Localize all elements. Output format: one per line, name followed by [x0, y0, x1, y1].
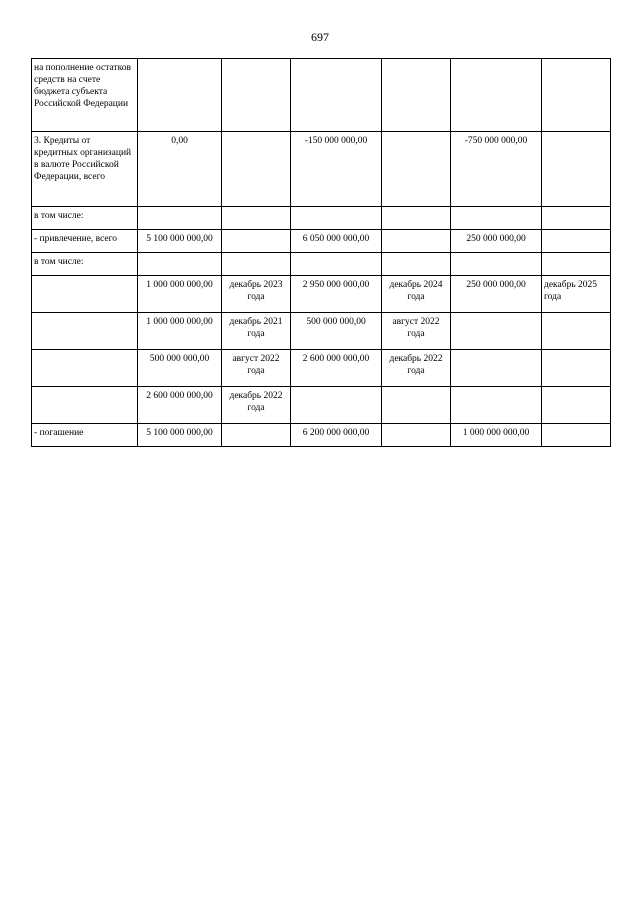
detail-value-2: [291, 387, 382, 424]
detail-value-1: 1 000 000 000,00: [138, 276, 222, 313]
table-cell: [291, 59, 382, 132]
table-cell: [138, 253, 222, 276]
detail-date-3: декабрь 2025 года: [542, 276, 611, 313]
detail-value-1: 1 000 000 000,00: [138, 313, 222, 350]
table-cell: [382, 132, 451, 207]
table-row: [32, 59, 611, 132]
detail-value-2: 2 600 000 000,00: [291, 350, 382, 387]
table-cell: [451, 59, 542, 132]
table-row: [32, 253, 611, 276]
table-cell: [542, 207, 611, 230]
detail-value-1: 500 000 000,00: [138, 350, 222, 387]
row-label-including: в том числе:: [32, 207, 138, 230]
table-cell: [451, 207, 542, 230]
credits-value-2: -150 000 000,00: [291, 132, 382, 207]
detail-date-2: декабрь 2024 года: [382, 276, 451, 313]
table-cell: [542, 132, 611, 207]
table-cell: [138, 59, 222, 132]
detail-date-3: [542, 350, 611, 387]
credits-value-1: 0,00: [138, 132, 222, 207]
attraction-value-3: 250 000 000,00: [451, 230, 542, 253]
table-cell: [222, 132, 291, 207]
detail-value-1: 2 600 000 000,00: [138, 387, 222, 424]
table-row: [32, 132, 611, 207]
table-cell: [382, 59, 451, 132]
detail-date-3: [542, 387, 611, 424]
row-label-attraction: - привлечение, всего: [32, 230, 138, 253]
table-cell: [291, 253, 382, 276]
attraction-value-2: 6 050 000 000,00: [291, 230, 382, 253]
page-number: 697: [311, 30, 329, 44]
table-row: [32, 350, 611, 387]
table-cell: [32, 313, 138, 350]
table-row: [32, 424, 611, 447]
detail-date-1: август 2022 года: [222, 350, 291, 387]
table-cell: [382, 253, 451, 276]
table-cell: [222, 59, 291, 132]
table-cell: [222, 253, 291, 276]
table-cell: [222, 424, 291, 447]
detail-value-3: [451, 387, 542, 424]
repayment-value-2: 6 200 000 000,00: [291, 424, 382, 447]
table-cell: [542, 59, 611, 132]
table-row: [32, 313, 611, 350]
detail-date-3: [542, 313, 611, 350]
credits-value-3: -750 000 000,00: [451, 132, 542, 207]
table-cell: [382, 230, 451, 253]
table-row: [32, 387, 611, 424]
row-label-including: в том числе:: [32, 253, 138, 276]
table-cell: [222, 207, 291, 230]
row-label-credits: 3. Кредиты от кредитных организаций в валюте Российской Федерации, всего: [32, 132, 138, 207]
table-cell: [32, 350, 138, 387]
detail-date-2: [382, 387, 451, 424]
detail-date-1: декабрь 2021 года: [222, 313, 291, 350]
table-cell: [542, 253, 611, 276]
detail-value-3: [451, 350, 542, 387]
table-cell: [542, 230, 611, 253]
attraction-value-1: 5 100 000 000,00: [138, 230, 222, 253]
budget-table: [31, 58, 611, 447]
table-cell: [138, 207, 222, 230]
detail-date-1: декабрь 2022 года: [222, 387, 291, 424]
detail-value-3: [451, 313, 542, 350]
table-cell: [382, 424, 451, 447]
repayment-value-3: 1 000 000 000,00: [451, 424, 542, 447]
row-label-repayment: - погашение: [32, 424, 138, 447]
row-label-replenishment: на пополнение остатков средств на счете бюджета субъекта Российской Федерации: [32, 59, 138, 132]
table-cell: [222, 230, 291, 253]
detail-date-2: декабрь 2022 года: [382, 350, 451, 387]
table-row: [32, 230, 611, 253]
detail-value-2: 2 950 000 000,00: [291, 276, 382, 313]
table-cell: [32, 276, 138, 313]
table-cell: [451, 253, 542, 276]
table-cell: [382, 207, 451, 230]
detail-value-3: 250 000 000,00: [451, 276, 542, 313]
detail-date-2: август 2022 года: [382, 313, 451, 350]
detail-value-2: 500 000 000,00: [291, 313, 382, 350]
table-row: [32, 207, 611, 230]
detail-date-1: декабрь 2023 года: [222, 276, 291, 313]
table-cell: [32, 387, 138, 424]
table-cell: [542, 424, 611, 447]
repayment-value-1: 5 100 000 000,00: [138, 424, 222, 447]
table-row: [32, 276, 611, 313]
table-cell: [291, 207, 382, 230]
